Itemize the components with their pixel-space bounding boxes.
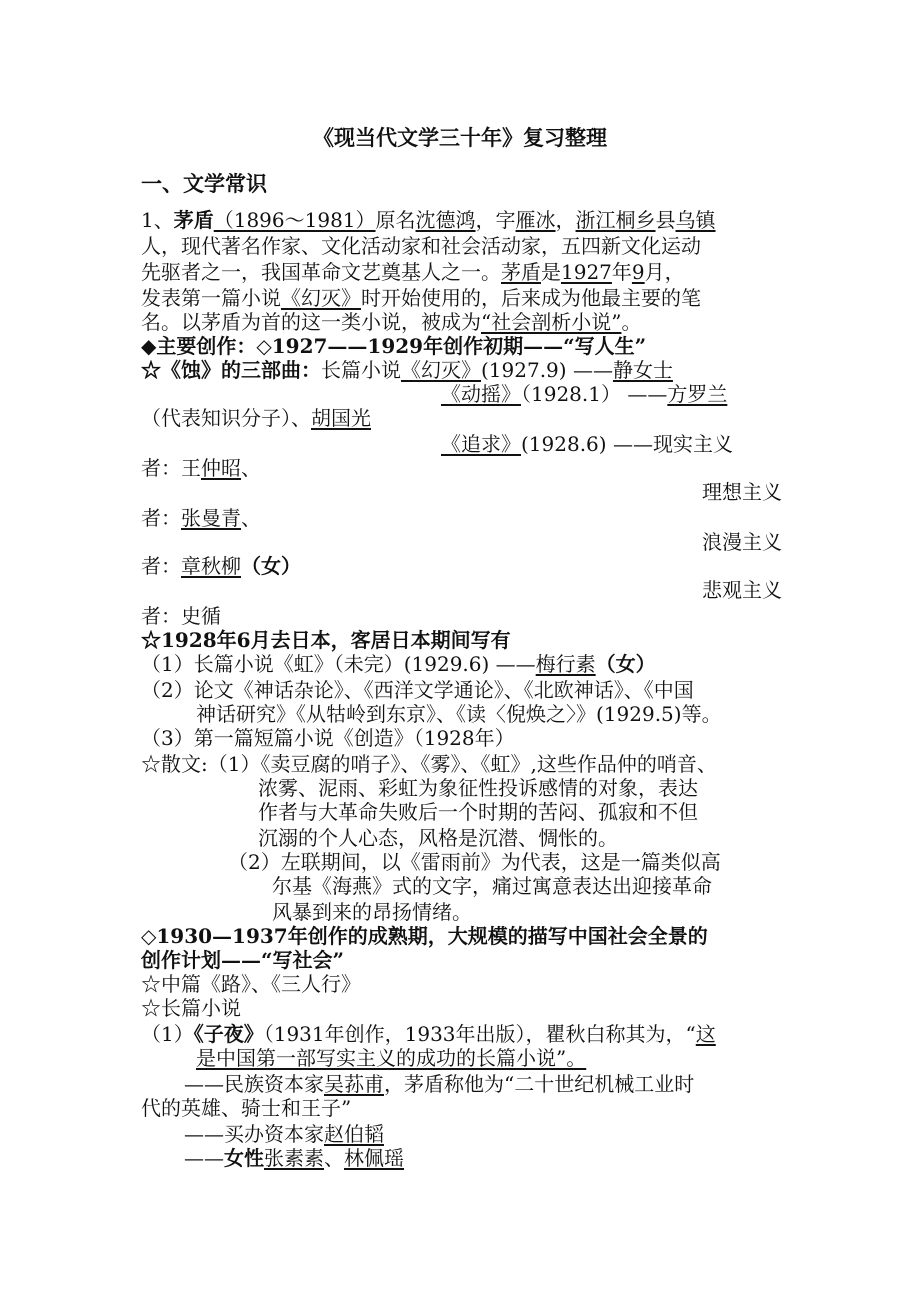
paragraph-line: 者：王仲昭、 [141, 456, 261, 480]
paragraph-line: ☆长篇小说 [141, 996, 241, 1020]
paragraph-line: 尔基《海燕》式的文字，痛过寓意表达出迎接革命 [272, 874, 712, 898]
paragraph-line: （1）《子夜》（1931年创作，1933年出版），瞿秋白称其为，“这 [141, 1022, 716, 1046]
paragraph-line: 沉溺的个人心态，风格是沉潜、惆怅的。 [258, 826, 618, 850]
section-heading: 一、文学常识 [141, 171, 267, 196]
paragraph-line: 人，现代著名作家、文化活动家和社会活动家，五四新文化运动 [141, 234, 701, 258]
paragraph-line: 者：史循 [141, 604, 221, 628]
paragraph-line: 1、茅盾（1896～1981）原名沈德鸿，字雁冰，浙江桐乡县乌镇 [141, 208, 716, 232]
paragraph-line: ——民族资本家吴荪甫，茅盾称他为“二十世纪机械工业时 [184, 1072, 695, 1096]
paragraph-line: 浓雾、泥雨、彩虹为象征性投诉感情的对象，表达 [258, 776, 698, 800]
paragraph-line: 代的英雄、骑士和王子” [141, 1096, 352, 1120]
paragraph-line: （代表知识分子）、胡国光 [141, 406, 371, 430]
paragraph-line: 发表第一篇小说《幻灭》时开始使用的，后来成为他最主要的笔 [141, 286, 701, 310]
list-item: （1）长篇小说《虹》（未完）(1929.6) ——梅行素（女） [141, 652, 656, 676]
section-subheading: 创作计划——“写社会” [141, 948, 345, 972]
paragraph-line: 浪漫主义 [702, 530, 782, 554]
section-subheading: ☆1928年6月去日本，客居日本期间写有 [141, 628, 511, 652]
paragraph-line: 风暴到来的昂扬情绪。 [272, 900, 472, 924]
paragraph-line: 是中国第一部写实主义的成功的长篇小说”。 [196, 1046, 587, 1070]
paragraph-line: 者：张曼青、 [141, 506, 261, 530]
list-item: 神话研究》《从牯岭到东京》、《读〈倪焕之〉》(1929.5)等。 [196, 702, 722, 726]
paragraph-line: （2）左联期间，以《雷雨前》为代表，这是一篇类似高 [228, 850, 721, 874]
paragraph-line: 《动摇》（1928.1） ——方罗兰 [441, 382, 728, 406]
paragraph-line: ☆中篇《路》、《三人行》 [141, 972, 361, 996]
list-item: （2）论文《神话杂论》、《西洋文学通论》、《北欧神话》、《中国 [141, 678, 694, 702]
paragraph-line: ——女性张素素、林佩瑶 [184, 1146, 404, 1170]
paragraph-line: ——买办资本家赵伯韬 [184, 1122, 384, 1146]
paragraph-line: 先驱者之一，我国革命文艺奠基人之一。茅盾是1927年9月， [141, 260, 685, 284]
paragraph-line: 《追求》(1928.6) ——现实主义 [441, 432, 733, 456]
author-name: 茅盾 [173, 208, 214, 232]
paragraph-line: 悲观主义 [702, 578, 782, 602]
section-subheading: ◆主要创作：◇1927——1929年创作初期——“写人生” [141, 334, 647, 358]
paragraph-line: ☆散文:（1）《卖豆腐的哨子》、《雾》、《虹》,这些作品仲的哨音、 [141, 752, 717, 776]
paragraph-line: ☆《蚀》的三部曲：长篇小说《幻灭》(1927.9) ——静女士 [141, 358, 673, 382]
paragraph-line: 作者与大革命失败后一个时期的苦闷、孤寂和不但 [258, 800, 698, 824]
list-item: （3）第一篇短篇小说《创造》（1928年） [141, 726, 515, 750]
section-subheading: ◇1930—1937年创作的成熟期，大规模的描写中国社会全景的 [141, 924, 708, 948]
paragraph-line: 名。以茅盾为首的这一类小说，被成为“社会剖析小说”。 [141, 310, 642, 334]
paragraph-line: 者：章秋柳（女） [141, 554, 301, 578]
paragraph-line: 理想主义 [702, 480, 782, 504]
page-title: 《现当代文学三十年》复习整理 [313, 125, 607, 150]
